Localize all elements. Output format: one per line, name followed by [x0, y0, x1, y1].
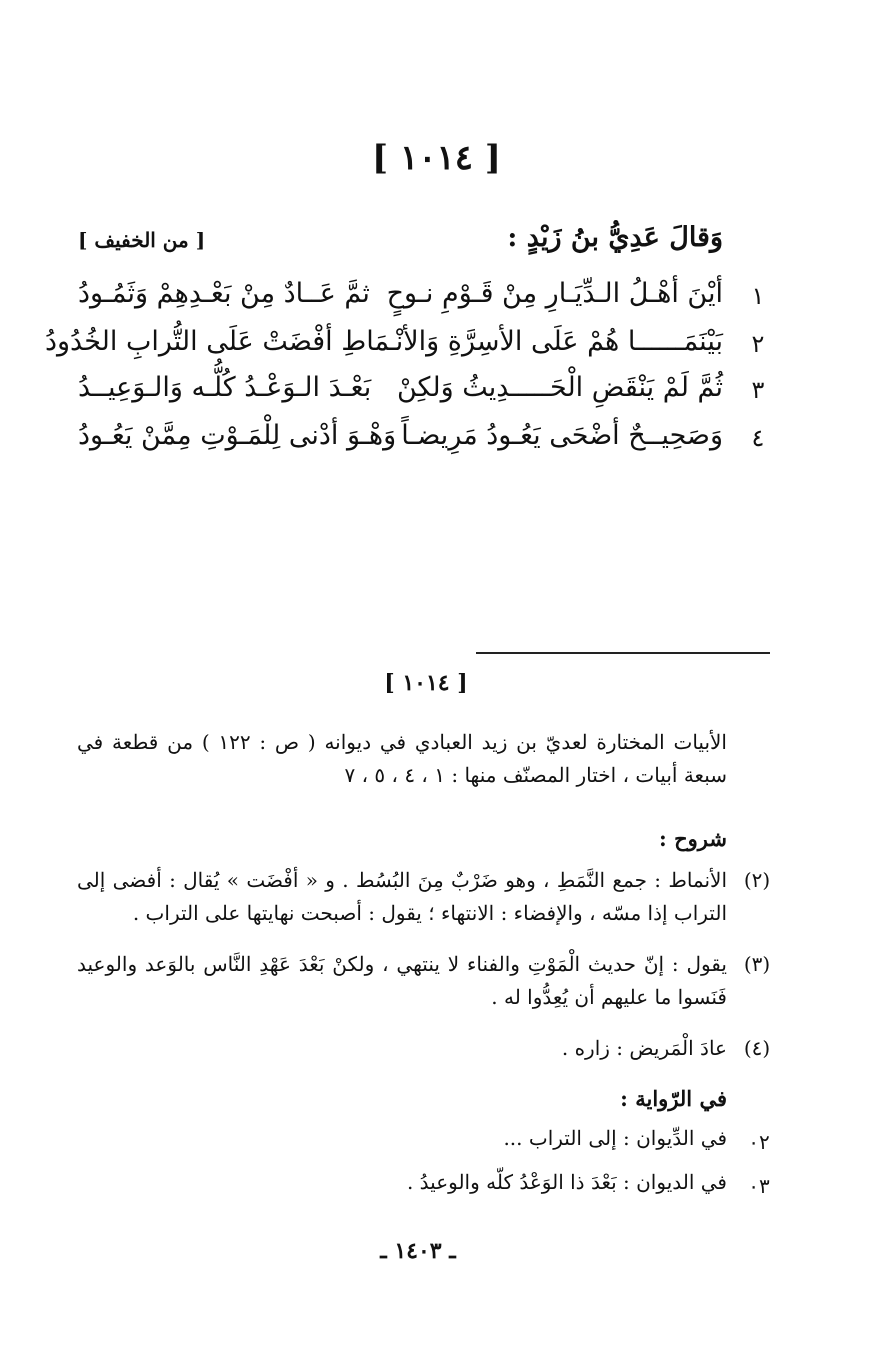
verse-number: ٣ — [751, 376, 765, 404]
page-number: ـ ١٤٠٣ ـ — [380, 1238, 456, 1264]
poem-meter: [ من الخفيف ] — [78, 228, 206, 252]
verse-second-hemistich: وَهْـوَ أدْنى لِلْمَـوْتِ مِمَّنْ يَعُـودُ — [78, 420, 397, 451]
verse-first-hemistich: أيْنَ أهْـلُ الـدِّيَـارِ مِنْ قَـوْمِ نـوحٍ — [386, 278, 723, 309]
commentary-number: (٤) — [743, 1036, 771, 1060]
verse-second-hemistich: بَعْـدَ الـوَعْـدُ كُلُّـه وَالـوَعِيــدُ — [78, 372, 372, 403]
poem-number: [ ١٠١٤ ] — [372, 138, 501, 178]
verse-first-hemistich: وَصَحِيــحٌ أضْحَى يَعُـودُ مَرِيضـاً — [401, 420, 723, 451]
commentary-number: (٣) — [743, 952, 771, 976]
poem-attribution: وَقالَ عَدِيُّ بنُ زَيْدٍ : — [507, 222, 723, 253]
verse-first-hemistich: ثُمَّ لَمْ يَنْقَضِ الْحَـــــدِيثُ وَلكِنْ — [396, 372, 723, 403]
verse-number: ٤ — [751, 424, 765, 452]
verse-first-hemistich: بَيْنَمَــــــا هُمْ عَلَى الأسِرَّةِ وَالأنْـ — [387, 326, 723, 357]
verse-second-hemistich: ثمَّ عَــادٌ مِنْ بَعْـدِهِمْ وَثَمُـودُ — [78, 278, 370, 309]
verse-number: ٢ — [751, 330, 765, 358]
footnote-separator — [476, 652, 770, 654]
commentary-text: عادَ الْمَريض : زاره . — [561, 1036, 727, 1060]
variant-number: ٠٢ — [748, 1130, 770, 1154]
commentary-text: الأنماط : جمع النَّمَطِ ، وهو ضَرْبٌ مِنَ البُسُط . و « أفْضَت » يُقال : أفضى إلى التراب إذا مسّه ، والإفضاء : الانتهاء ؛ يقول : أصبحت نهايتها على التراب . — [77, 868, 727, 925]
variant-text: في الدِّيوان : إلى التراب ... — [503, 1126, 727, 1150]
commentary-heading: شروح : — [659, 826, 727, 851]
commentary-number: (٢) — [743, 868, 771, 892]
variant-text: في الديوان : بَعْدَ ذا الوَعْدُ كلّه والوعيدُ . — [406, 1170, 727, 1194]
commentary-text: يقول : إنّ حديث الْمَوْتِ والفناء لا ينتهي ، ولكنْ بَعْدَ عَهْدِ النَّاس بالوَعد والوعيد فَنَسوا ما عليهم أن يُعِدُّوا له . — [77, 952, 727, 1009]
variant-number: ٠٣ — [748, 1174, 770, 1198]
verse-second-hemistich: ـمَاطِ أفْضَتْ عَلَى التُّرابِ الخُدُودُ — [44, 326, 398, 357]
footnote-poem-number: [ ١٠١٤ ] — [384, 670, 468, 696]
footnote-intro: الأبيات المختارة لعديّ بن زيد العبادي في ديوانه ( ص : ١٢٢ ) من قطعة في سبعة أبيات ، اختار المصنّف منها : ١ ، ٤ ، ٥ ، ٧ — [77, 730, 727, 787]
verse-number: ١ — [751, 282, 765, 310]
variants-heading: في الرّواية : — [620, 1086, 727, 1111]
